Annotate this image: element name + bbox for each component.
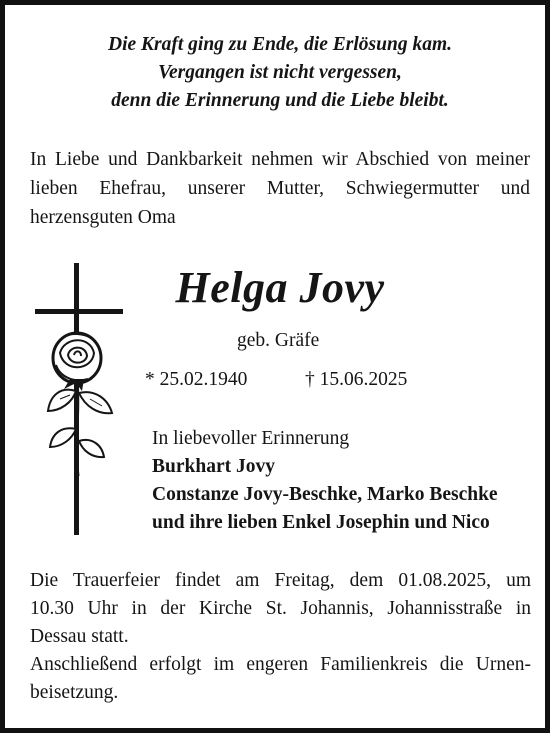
funeral-line: 10.30 Uhr in der Kirche St. Johannis, Johannisstraße in xyxy=(30,598,531,619)
funeral-line: beisetzung. xyxy=(30,682,119,703)
mourner-line: Constanze Jovy-Beschke, Marko Beschke xyxy=(152,484,498,505)
funeral-line: Dessau statt. xyxy=(30,626,129,647)
poem-line: Die Kraft ging zu Ende, die Erlösung kam. xyxy=(107,34,453,55)
poem-line: Vergangen ist nicht vergessen, xyxy=(158,62,402,83)
death-date: † 15.06.2025 xyxy=(305,369,408,390)
funeral-info xyxy=(30,567,531,707)
poem-line: denn die Erinnerung und die Liebe bleibt. xyxy=(111,90,449,111)
funeral-line: Die Trauerfeier findet am Freitag, dem 01.08.2025, um xyxy=(30,570,531,591)
funeral-line: Anschließend erfolgt im engeren Familienkreis die Urnen- xyxy=(30,654,531,675)
mourner-line: Burkhart Jovy xyxy=(152,456,275,477)
mourners-intro: In liebevoller Erinnerung xyxy=(152,428,350,449)
mourners-block xyxy=(152,425,498,537)
maiden-name: geb. Gräfe xyxy=(237,330,320,351)
birth-date: * 25.02.1940 xyxy=(145,369,248,390)
mourner-line: und ihre lieben Enkel Josephin und Nico xyxy=(152,512,490,533)
deceased-name: Helga Jovy xyxy=(175,263,385,312)
memorial-poem xyxy=(5,31,550,115)
intro-text: In Liebe und Dankbarkeit nehmen wir Abschied von meiner lieben Ehefrau, unserer Mutter, Schwiegermutter und herzensguten Oma xyxy=(30,149,530,228)
